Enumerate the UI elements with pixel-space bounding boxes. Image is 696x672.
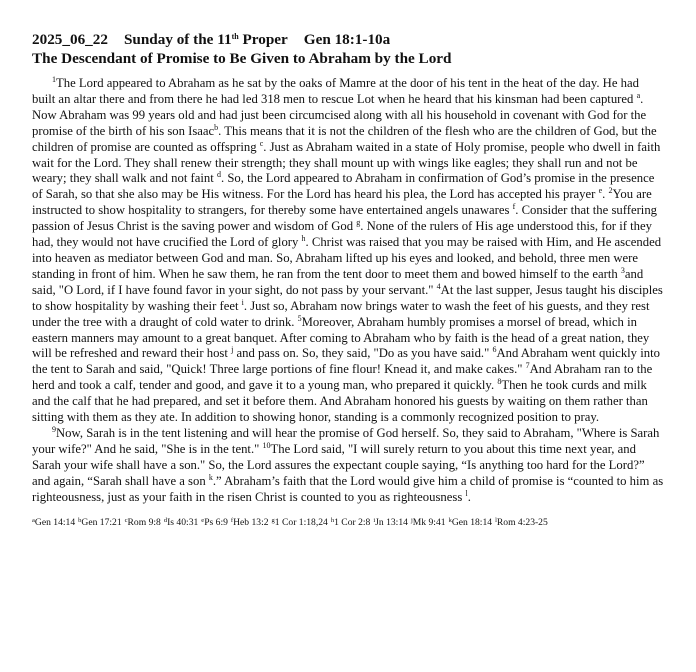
footnote-mark: f — [230, 517, 234, 525]
paragraph-text: And Abraham went quickly into the tent to Sarah and said, "Quick! Three large portions of fine flour! Knead it, and make cakes." — [32, 346, 660, 377]
footnote-mark: j — [410, 517, 413, 525]
footnote-item — [272, 517, 328, 528]
superscript-marker: i — [241, 297, 244, 307]
footnote-reference: Jn 13:14 — [375, 517, 408, 529]
footnote-item — [231, 517, 269, 528]
sermon-body — [32, 76, 664, 505]
footnote-reference: Is 40:31 — [167, 517, 199, 529]
footnote-reference: Gen 17:21 — [81, 517, 122, 529]
footnote-item — [32, 517, 75, 528]
superscript-marker: g — [356, 218, 361, 228]
superscript-marker: 8 — [497, 377, 502, 387]
footnote-item — [164, 517, 198, 528]
paragraph-text: At the last supper, Jesus taught his disciples to show hospitality by washing their feet — [32, 282, 663, 313]
footnote-mark: k — [448, 517, 452, 525]
superscript-marker: d — [216, 170, 221, 180]
superscript-marker: 9 — [52, 424, 56, 434]
header-line — [32, 30, 664, 49]
footnote-item — [78, 517, 122, 528]
superscript-marker: 2 — [608, 186, 613, 196]
paragraph-text: The Lord appeared to Abraham as he sat by the oaks of Mamre at the door of his tent in the heat of the day. He had built an altar there and from there he had led 318 men to rescue Lot when he heard that his kinsman had been captured — [32, 76, 639, 106]
footnote-mark: a — [32, 517, 35, 525]
footnote-item — [411, 517, 446, 528]
body-paragraph — [32, 76, 664, 426]
footnote-item — [495, 517, 548, 528]
paragraph-text: .” Abraham’s faith that the Lord would give him a child of promise is “counted to him as righteousness, just as your faith in the risen Christ is counted to you as righteousness — [32, 473, 664, 504]
footnote-item — [449, 517, 493, 528]
paragraph-text: . — [467, 489, 471, 504]
paragraph-text: . Consider that the suffering passion of Jesus Christ is the saving power and wisdom of God — [32, 203, 658, 234]
footnote-reference: Ps 6:9 — [204, 517, 228, 529]
document-page — [32, 30, 664, 529]
paragraph-text: . This means that it is not the children of the flesh who are the children of God, but the children of promise are counted as offspring — [32, 123, 657, 154]
superscript-marker: 5 — [297, 313, 302, 323]
paragraph-text: Moreover, Abraham humbly promises a morsel of bread, which in eastern manners may amount to a great banquet. After coming to Abraham who by faith is the head of a great nation, they will be refreshed and reward their host — [32, 314, 650, 361]
footnote-mark: h — [330, 517, 335, 525]
paragraph-text: The Lord said, "I will surely return to you about this time next year, and Sarah your wife shall have a son." So, the Lord assures the expectant couple saying, “Is anything too hard for the Lord?” and again, “Sarah shall have a son — [32, 441, 645, 488]
paragraph-text: . Just as Abraham waited in a state of Holy promise, people who dwell in faith wait for the Lord. They shall renew their strength; they shall mount up with wings like eagles; they shall run and not be weary; they shall walk and not faint — [32, 139, 661, 186]
footnote-reference: 1 Cor 2:8 — [334, 517, 371, 529]
superscript-marker: 6 — [492, 345, 497, 355]
footnote-mark: e — [201, 517, 205, 525]
footnote-mark: i — [373, 517, 376, 525]
footnote-mark: l — [495, 517, 497, 525]
paragraph-text: And Abraham ran to the herd and took a calf, tender and good, and gave it to a young man, who prepared it quickly. — [32, 362, 653, 393]
paragraph-text: and pass on. So, they said, "Do as you have said." — [233, 346, 493, 361]
superscript-marker: 4 — [436, 281, 441, 291]
paragraph-text: You are instructed to show hospitality to strangers, for thereby some have entertained angels unawares — [32, 187, 652, 218]
paragraph-text: . Just so, Abraham now brings water to wash the feet of his guests, and they rest under the tree with a draught of cold water to drink. — [32, 298, 650, 329]
footnote-mark: d — [163, 517, 168, 525]
paragraph-text: . So, the Lord appeared to Abraham in confirmation of God’s promise in the presence of Sarah, so that she also may be His witness. For the Lord has heard his plea, the Lord has accepted his prayer — [32, 171, 655, 202]
footnote-reference: 1 Cor 1:18,24 — [274, 517, 328, 529]
footnote-reference: Rom 9:8 — [127, 517, 161, 529]
document-title: The Descendant of Promise to Be Given to Abraham by the Lord — [32, 50, 452, 67]
superscript-marker: j — [231, 345, 234, 355]
superscript-marker: 3 — [620, 265, 625, 275]
footnote-reference: Gen 14:14 — [34, 517, 76, 529]
superscript-marker: 10 — [262, 440, 271, 450]
superscript-marker: c — [259, 138, 264, 148]
footnote-reference: Heb 13:2 — [233, 517, 269, 529]
paragraph-text: . — [602, 187, 609, 202]
footnote-item — [125, 517, 161, 528]
footnote-item — [331, 517, 371, 528]
superscript-marker: f — [512, 202, 516, 212]
superscript-marker: l — [465, 488, 468, 498]
liturgical-occasion: Sunday of the 11th Proper — [123, 31, 288, 48]
paragraph-text: . None of the rulers of His age understood this, for if they had, they would not have crucified the Lord of glory — [32, 219, 652, 250]
superscript-marker: b — [214, 122, 219, 132]
superscript-marker: 1 — [52, 75, 56, 84]
paragraph-text: . Now Abraham was 99 years old and had just been circumcised along with all his household in covenant with God for the promise of the birth of his son Isaac — [32, 91, 647, 138]
footnote-reference: Mk 9:41 — [412, 517, 446, 529]
paragraph-text: Now, Sarah is in the tent listening and will hear the promise of God herself. So, they said to Abraham, "Where is Sarah your wife?" And he said, "She is in the tent." — [32, 425, 660, 456]
footnote-references — [32, 517, 664, 529]
paragraph-text: Then he took curds and milk and the calf that he had prepared, and set it before them. And Abraham honored his guests by waiting on them rather than sitting with them as they ate. In addition to showing honor, standing is a commonly recognized position to pray. — [32, 378, 648, 425]
footnote-mark: c — [124, 517, 128, 525]
superscript-marker: 7 — [525, 361, 530, 371]
superscript-marker: k — [208, 472, 213, 482]
superscript-marker: a — [636, 90, 641, 100]
footnote-item — [201, 517, 228, 528]
footnote-item — [373, 517, 408, 528]
scripture-reading: Gen 18:1-10a — [303, 31, 391, 48]
footnote-reference: Gen 18:14 — [451, 517, 493, 529]
body-paragraph — [32, 426, 664, 506]
superscript-marker: e — [598, 186, 603, 196]
superscript-marker: h — [301, 234, 306, 244]
paragraph-text: and said, "O Lord, if I have found favor in your sight, do not pass by your servant." — [32, 266, 644, 297]
paragraph-text: . Christ was raised that you may be raised with Him, and He ascended into heaven as mediator between God and man. So, Abraham lifted up his eyes and looked, and behold, three men were standing in front of him. When he saw them, he ran from the tent door to meet them and bowed himself to the earth — [32, 235, 662, 281]
footnote-mark: b — [78, 517, 82, 525]
footnote-mark: g — [271, 517, 275, 525]
footnote-reference: Rom 4:23-25 — [496, 517, 548, 529]
sermon-date: 2025_06_22 — [32, 31, 108, 48]
